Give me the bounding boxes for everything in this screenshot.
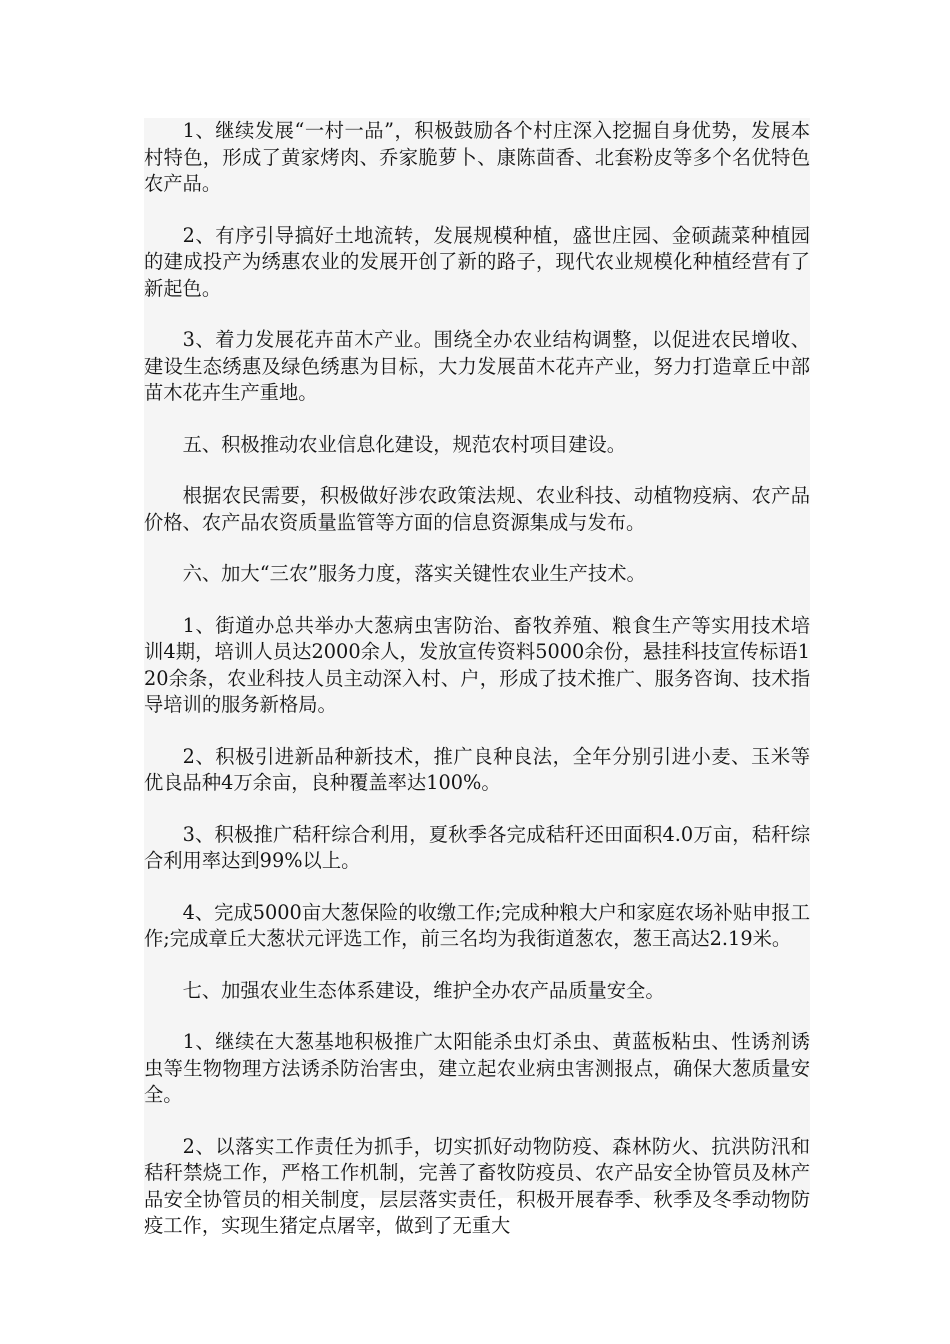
paragraph-5: 1、街道办总共举办大葱病虫害防治、畜牧养殖、粮食生产等实用技术培训4期，培训人员达2000余人，发放宣传资料5000余份，悬挂科技宣传标语120余条，农业科技人员主动深入村、户，形成了技术推广、服务咨询、技术指导培训的服务新格局。 xyxy=(144,613,810,716)
section-heading-5: 五、积极推动农业信息化建设，规范农村项目建设。 xyxy=(182,432,627,456)
paragraph-4: 根据农民需要，积极做好涉农政策法规、农业科技、动植物疫病、农产品价格、农产品农资质量监管等方面的信息资源集成与发布。 xyxy=(144,484,810,534)
paragraph-8: 4、完成5000亩大葱保险的收缴工作;完成种粮大户和家庭农场补贴申报工作;完成章丘大葱状元评选工作，前三名均为我街道葱农，葱王高达2.19米。 xyxy=(144,900,810,950)
document-page xyxy=(144,118,810,1237)
paragraph-7: 3、积极推广秸秆综合利用，夏秋季各完成秸秆还田面积4.0万亩，秸秆综合利用率达到99%以上。 xyxy=(144,822,810,872)
paragraph-2: 2、有序引导搞好土地流转，发展规模种植，盛世庄园、金硕蔬菜种植园的建成投产为绣惠农业的发展开创了新的路子，现代农业规模化种植经营有了新起色。 xyxy=(144,223,810,300)
paragraph-3: 3、着力发展花卉苗木产业。围绕全办农业结构调整，以促进农民增收、建设生态绣惠及绿色绣惠为目标，大力发展苗木花卉产业，努力打造章丘中部苗木花卉生产重地。 xyxy=(144,328,810,404)
section-heading-6: 六、加大“三农”服务力度，落实关键性农业生产技术。 xyxy=(182,562,646,585)
paragraph-9: 1、继续在大葱基地积极推广太阳能杀虫灯杀虫、黄蓝板粘虫、性诱剂诱虫等生物物理方法诱杀防治害虫，建立起农业病虫害测报点，确保大葱质量安全。 xyxy=(144,1030,810,1106)
section-heading-7: 七、加强农业生态体系建设，维护全办农产品质量安全。 xyxy=(182,978,665,1002)
paragraph-10: 2、以落实工作责任为抓手，切实抓好动物防疫、森林防火、抗洪防汛和秸秆禁烧工作，严格工作机制，完善了畜牧防疫员、农产品安全协管员及林产品安全协管员的相关制度，层层落实责任，积极开展春季、秋季及冬季动物防疫工作，实现生猪定点屠宰，做到了无重大 xyxy=(144,1134,810,1237)
paragraph-6: 2、积极引进新品种新技术，推广良种良法，全年分别引进小麦、玉米等优良品种4万余亩，良种覆盖率达100%。 xyxy=(144,744,810,794)
paragraph-1: 1、继续发展“一村一品”，积极鼓励各个村庄深入挖掘自身优势，发展本村特色，形成了黄家烤肉、乔家脆萝卜、康陈茴香、北套粉皮等多个名优特色农产品。 xyxy=(144,119,810,195)
